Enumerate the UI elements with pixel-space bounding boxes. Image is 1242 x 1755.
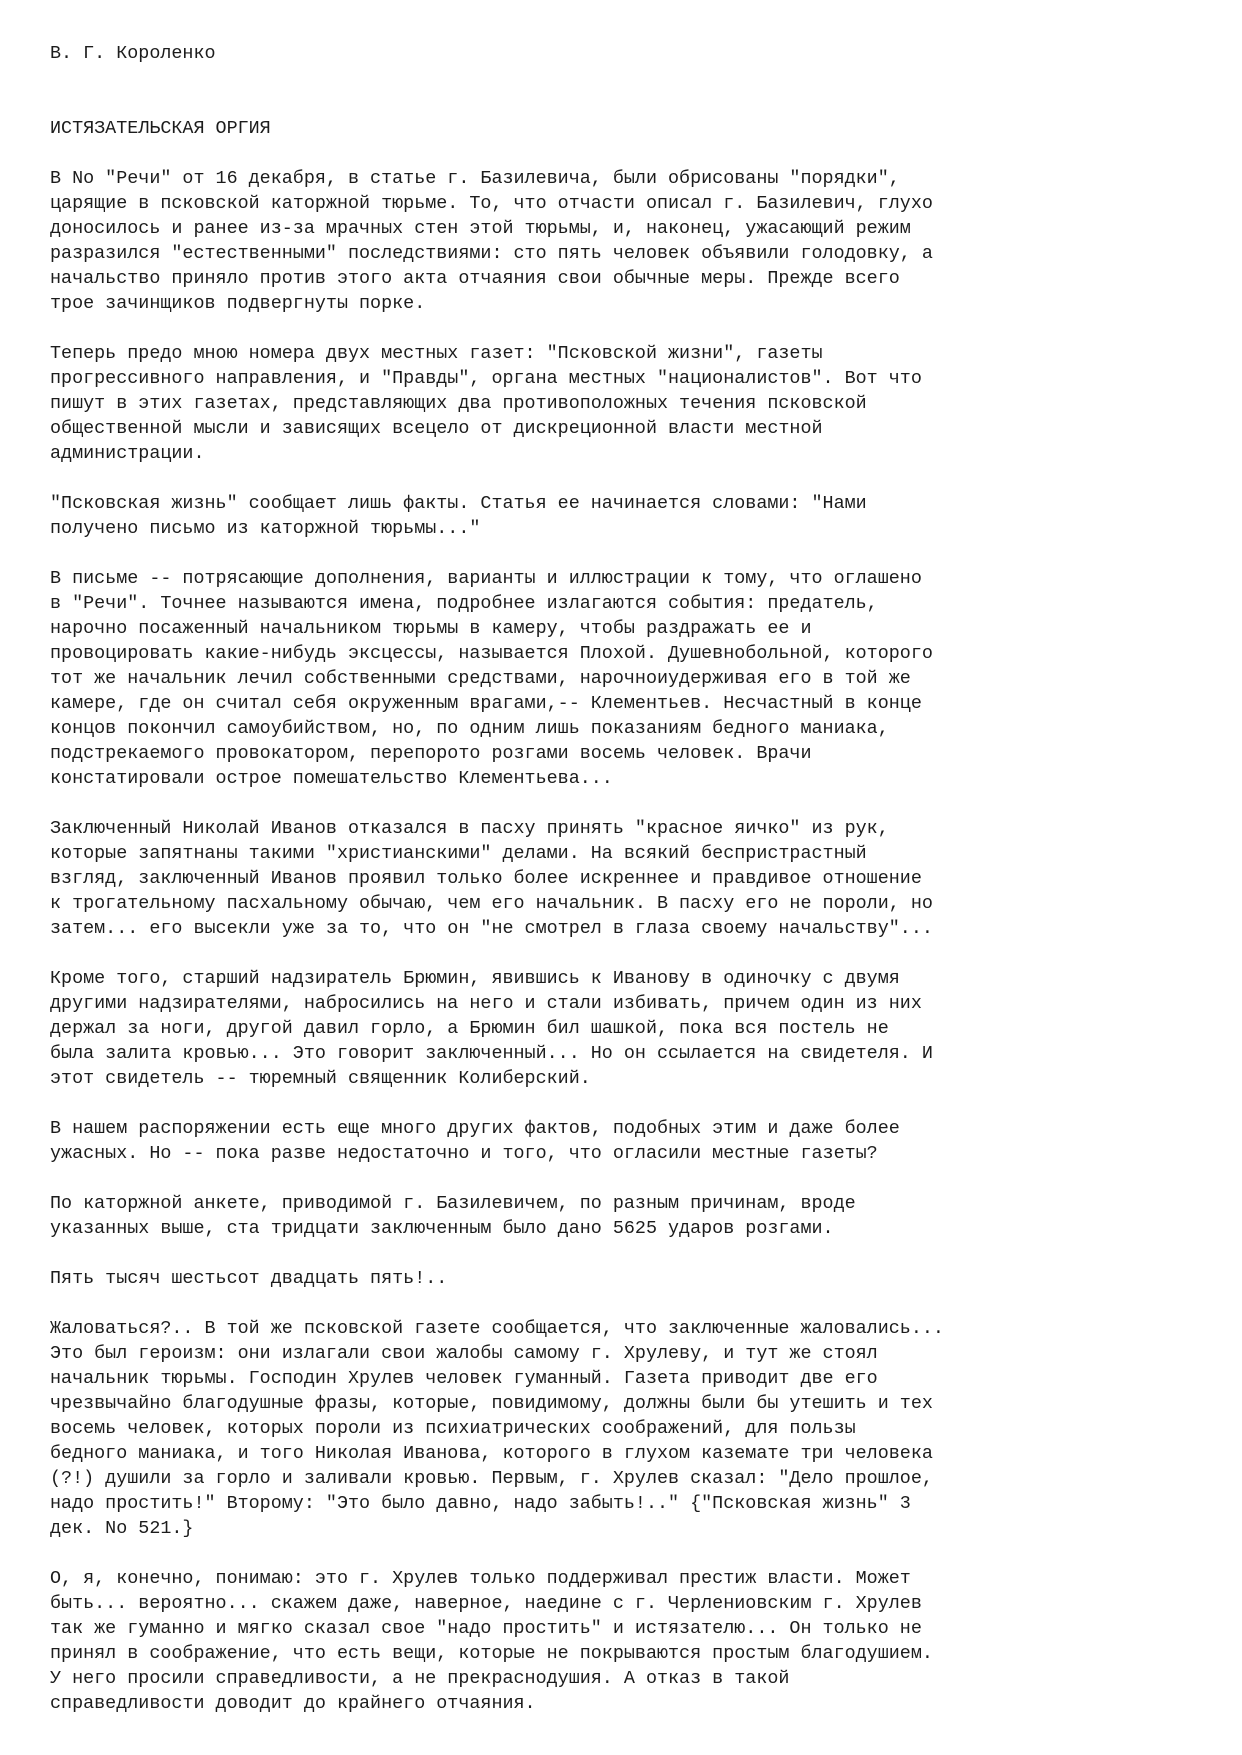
text-line: этот свидетель -- тюремный священник Колиберский. (50, 1068, 591, 1089)
text-line: начальник тюрьмы. Господин Хрулев человек гуманный. Газета приводит две его (50, 1368, 878, 1389)
text-line: указанных выше, ста тридцати заключенным было дано 5625 ударов розгами. (50, 1218, 834, 1239)
text-line: доносилось и ранее из-за мрачных стен этой тюрьмы, и, наконец, ужасающий режим (50, 218, 911, 239)
text-line: затем... его высекли уже за то, что он "не смотрел в глаза своему начальству"... (50, 918, 933, 939)
document-page (50, 41, 1200, 1741)
text-line: чрезвычайно благодушные фразы, которые, повидимому, должны были бы утешить и тех (50, 1393, 933, 1414)
text-line: принял в соображение, что есть вещи, которые не покрываются простым благодушием. (50, 1643, 933, 1664)
text-line: Кроме того, старший надзиратель Брюмин, явившись к Иванову в одиночку с двумя (50, 968, 900, 989)
text-line: бедного маниака, и того Николая Иванова, которого в глухом каземате три человека (50, 1443, 933, 1464)
text-line: другими надзирателями, набросились на него и стали избивать, причем один из них (50, 993, 922, 1014)
text-line: В нашем распоряжении есть еще много других фактов, подобных этим и даже более (50, 1118, 900, 1139)
paragraph (50, 966, 1200, 1091)
text-line: начальство приняло против этого акта отчаяния свои обычные меры. Прежде всего (50, 268, 900, 289)
paragraph (50, 166, 1200, 316)
author-name: В. Г. Короленко (50, 43, 216, 64)
text-line: тот же начальник лечил собственными средствами, нарочноиудерживая его в той же (50, 668, 911, 689)
paragraph (50, 1316, 1200, 1541)
text-line: так же гуманно и мягко сказал свое "надо простить" и истязателю... Он только не (50, 1618, 922, 1639)
text-line: пишут в этих газетах, представляющих два противоположных течения псковской (50, 393, 867, 414)
paragraph (50, 341, 1200, 466)
article-title: ИСТЯЗАТЕЛЬСКАЯ ОРГИЯ (50, 118, 271, 139)
text-line: Теперь предо мною номера двух местных газет: "Псковской жизни", газеты (50, 343, 823, 364)
paragraph (50, 1116, 1200, 1166)
text-line: У него просили справедливости, а не прекраснодушия. А отказ в такой (50, 1668, 790, 1689)
paragraph (50, 491, 1200, 541)
text-line: Заключенный Николай Иванов отказался в пасху принять "красное яичко" из рук, (50, 818, 889, 839)
text-line: надо простить!" Второму: "Это было давно, надо забыть!.." {"Псковская жизнь" 3 (50, 1493, 911, 1514)
text-line: "Псковская жизнь" сообщает лишь факты. Статья ее начинается словами: "Нами (50, 493, 867, 514)
text-line: В письме -- потрясающие дополнения, варианты и иллюстрации к тому, что оглашено (50, 568, 922, 589)
text-line: дек. No 521.} (50, 1518, 194, 1539)
article-body (50, 166, 1200, 1716)
text-line: провоцировать какие-нибудь эксцессы, называется Плохой. Душевнобольной, которого (50, 643, 933, 664)
text-line: разразился "естественными" последствиями: сто пять человек объявили голодовку, а (50, 243, 933, 264)
text-line: концов покончил самоубийством, но, по одним лишь показаниям бедного маниака, (50, 718, 889, 739)
text-line: (?!) душили за горло и заливали кровью. Первым, г. Хрулев сказал: "Дело прошлое, (50, 1468, 933, 1489)
text-line: констатировали острое помешательство Клементьева... (50, 768, 613, 789)
text-line: подстрекаемого провокатором, перепорото розгами восемь человек. Врачи (50, 743, 812, 764)
paragraph (50, 1566, 1200, 1716)
paragraph (50, 816, 1200, 941)
text-line: получено письмо из каторжной тюрьмы..." (50, 518, 481, 539)
text-line: быть... вероятно... скажем даже, наверное, наедине с г. Черлениовским г. Хрулев (50, 1593, 922, 1614)
text-line: которые запятнаны такими "христианскими" делами. На всякий беспристрастный (50, 843, 867, 864)
text-line: к трогательному пасхальному обычаю, чем его начальник. В пасху его не пороли, но (50, 893, 933, 914)
text-line: Это был героизм: они излагали свои жалобы самому г. Хрулеву, и тут же стоял (50, 1343, 878, 1364)
paragraph (50, 1191, 1200, 1241)
text-line: была залита кровью... Это говорит заключенный... Но он ссылается на свидетеля. И (50, 1043, 933, 1064)
paragraph (50, 1266, 1200, 1291)
text-line: справедливости доводит до крайнего отчаяния. (50, 1693, 536, 1714)
text-line: По каторжной анкете, приводимой г. Базилевичем, по разным причинам, вроде (50, 1193, 856, 1214)
text-line: восемь человек, которых пороли из психиатрических соображений, для пользы (50, 1418, 856, 1439)
text-line: ужасных. Но -- пока разве недостаточно и того, что огласили местные газеты? (50, 1143, 878, 1164)
text-line: В No "Речи" от 16 декабря, в статье г. Базилевича, были обрисованы "порядки", (50, 168, 900, 189)
text-line: в "Речи". Точнее называются имена, подробнее излагаются события: предатель, (50, 593, 878, 614)
text-line: администрации. (50, 443, 205, 464)
paragraph (50, 566, 1200, 791)
text-line: трое зачинщиков подвергнуты порке. (50, 293, 426, 314)
text-line: царящие в псковской каторжной тюрьме. То, что отчасти описал г. Базилевич, глухо (50, 193, 933, 214)
text-line: взгляд, заключенный Иванов проявил только более искреннее и правдивое отношение (50, 868, 922, 889)
text-line: прогрессивного направления, и "Правды", органа местных "националистов". Вот что (50, 368, 922, 389)
text-line: Жаловаться?.. В той же псковской газете сообщается, что заключенные жаловались... (50, 1318, 944, 1339)
text-line: общественной мысли и зависящих всецело от дискреционной власти местной (50, 418, 823, 439)
text-line: нарочно посаженный начальником тюрьмы в камеру, чтобы раздражать ее и (50, 618, 812, 639)
text-line: О, я, конечно, понимаю: это г. Хрулев только поддерживал престиж власти. Может (50, 1568, 911, 1589)
text-line: держал за ноги, другой давил горло, а Брюмин бил шашкой, пока вся постель не (50, 1018, 889, 1039)
text-line: камере, где он считал себя окруженным врагами,-- Клементьев. Несчастный в конце (50, 693, 922, 714)
text-line: Пять тысяч шестьсот двадцать пять!.. (50, 1268, 448, 1289)
